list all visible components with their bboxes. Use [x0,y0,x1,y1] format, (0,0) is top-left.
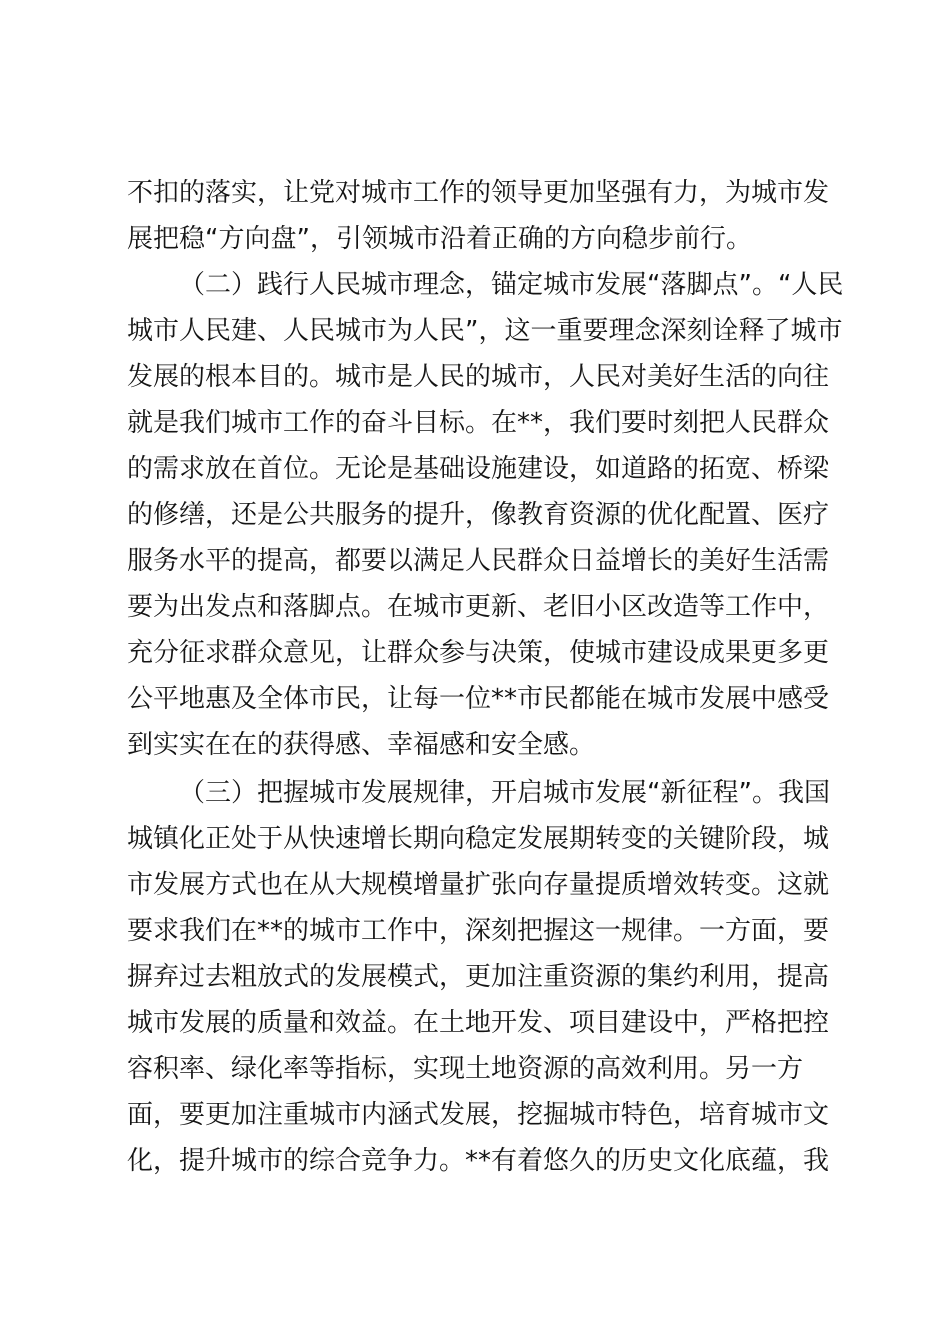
section-heading-line: （二）践行人民城市理念，锚定城市发展“落脚点”。“人民 [179,270,844,300]
text-line: 化，提升城市的综合竞争力。**有着悠久的历史文化底蕴，我 [127,1146,830,1176]
text-line: 摒弃过去粗放式的发展模式，更加注重资源的集约利用，提高 [127,962,830,992]
text-line: 的需求放在首位。无论是基础设施建设，如道路的拓宽、桥梁 [127,454,830,484]
text-line: 发展的根本目的。城市是人民的城市，人民对美好生活的向往 [127,362,830,392]
text-line: 要求我们在**的城市工作中，深刻把握这一规律。一方面，要 [127,916,830,946]
text-line: 的修缮，还是公共服务的提升，像教育资源的优化配置、医疗 [127,500,830,530]
text-line: 公平地惠及全体市民，让每一位**市民都能在城市发展中感受 [127,684,830,714]
text-line: 到实实在在的获得感、幸福感和安全感。 [127,730,596,760]
text-line: 容积率、绿化率等指标，实现土地资源的高效利用。另一方 [127,1054,804,1084]
text-line: 服务水平的提高，都要以满足人民群众日益增长的美好生活需 [127,546,830,576]
text-line: 展把稳“方向盘”，引领城市沿着正确的方向稳步前行。 [127,224,752,254]
text-line: 不扣的落实，让党对城市工作的领导更加坚强有力，为城市发 [127,178,830,208]
text-line: 面，要更加注重城市内涵式发展，挖掘城市特色，培育城市文 [127,1100,830,1130]
text-line: 就是我们城市工作的奋斗目标。在**，我们要时刻把人民群众 [127,408,830,438]
text-line: 城市发展的质量和效益。在土地开发、项目建设中，严格把控 [127,1008,830,1038]
text-line: 城镇化正处于从快速增长期向稳定发展期转变的关键阶段，城 [127,824,830,854]
text-line: 充分征求群众意见，让群众参与决策，使城市建设成果更多更 [127,638,830,668]
section-heading-line: （三）把握城市发展规律，开启城市发展“新征程”。我国 [179,778,830,808]
text-line: 市发展方式也在从大规模增量扩张向存量提质增效转变。这就 [127,870,830,900]
text-line: 要为出发点和落脚点。在城市更新、老旧小区改造等工作中， [127,592,830,622]
text-line: 城市人民建、人民城市为人民”，这一重要理念深刻诠释了城市 [127,316,843,346]
